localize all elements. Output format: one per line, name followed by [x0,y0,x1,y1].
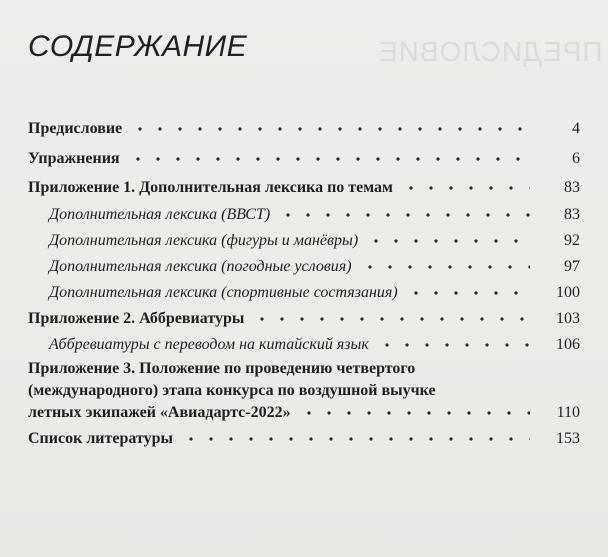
toc-entry-preface [28,119,580,139]
bleed-through-text: ПРЕДИСЛОВИЕ [377,36,602,67]
toc-page-number: 103 [556,310,580,327]
toc-page-number: 153 [556,430,580,447]
toc-page-number: 4 [572,120,580,137]
dot-leader [128,156,530,162]
toc-entry-title: Список литературы [28,430,173,447]
toc-page-number: 6 [572,150,580,167]
toc-entry-title: Дополнительная лексика (спортивные состязания) [49,284,398,301]
toc-page-number: 92 [564,232,580,249]
toc-entry-title: Приложение 1. Дополнительная лексика по темам [28,179,393,196]
toc-entry-exercises [28,149,580,169]
dot-leader [299,410,530,416]
toc-entry-bibliography [28,429,580,449]
dot-leader [181,436,530,442]
toc-page-number: 83 [564,206,580,223]
dot-leader [406,290,530,296]
dot-leader [252,316,530,322]
toc-entry-appendix-1 [28,178,580,198]
dot-leader [360,264,530,270]
toc-entry-title: Дополнительная лексика (ВВСТ) [49,206,271,223]
toc-entry-title: Аббревиатуры с переводом на китайский язык [49,336,369,353]
toc-entry-title: Упражнения [28,150,120,167]
dot-leader [130,126,530,132]
toc-entry-title: Предисловие [28,120,123,137]
toc-entry-vocab-maneuvers [49,231,580,251]
toc-page-number: 100 [556,284,580,301]
toc-entry-title-line: Приложение 3. Положение по проведению четвертого [28,360,416,377]
toc-entry-title: Дополнительная лексика (фигуры и манёвры) [49,232,359,249]
dot-leader [366,238,530,244]
toc-entry-appendix-2 [28,309,580,329]
toc-entry-last-line [28,403,580,423]
toc-entry-vocab-vvst [49,205,580,225]
toc-page-number: 106 [556,336,580,353]
dot-leader [377,342,530,348]
toc-entry-abbreviations-chinese [49,335,580,355]
toc-entry-vocab-weather [49,257,580,277]
toc-page-number: 83 [564,179,580,196]
toc-page-number: 110 [556,404,580,421]
toc-entry-title-line: (международного) этапа конкурса по воздушной выучке [28,382,436,399]
toc-entry-vocab-competitions [49,283,580,303]
contents-title: СОДЕРЖАНИЕ [28,30,248,63]
dot-leader [278,212,530,218]
dot-leader [401,185,530,191]
toc-entry-title: Дополнительная лексика (погодные условия) [49,258,352,275]
toc-entry-title: Приложение 2. Аббревиатуры [28,310,245,327]
toc-page-number: 97 [564,258,580,275]
toc-entry-title-line: летных экипажей «Авиадартс-2022» [28,404,291,421]
